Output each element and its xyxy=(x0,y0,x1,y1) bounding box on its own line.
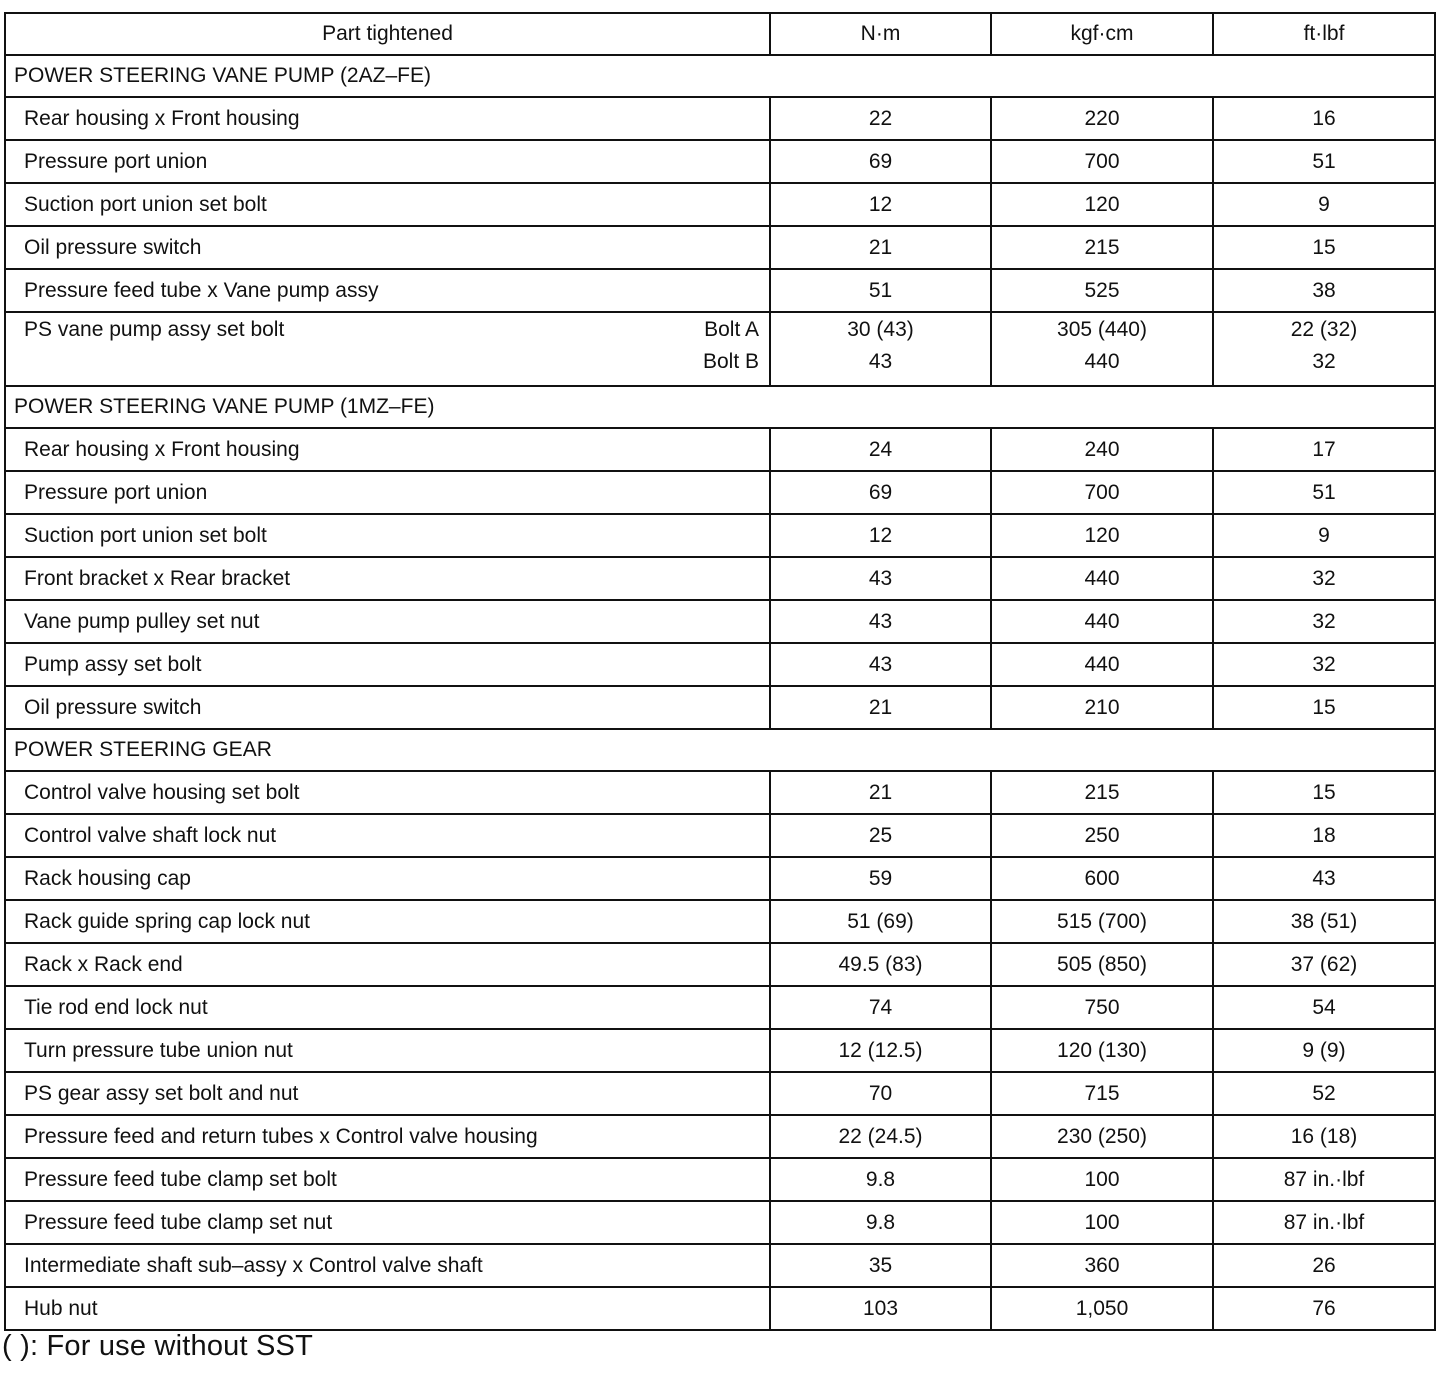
part-name: Pressure port union xyxy=(5,140,770,183)
value-nm: 69 xyxy=(770,140,991,183)
part-name: Rack housing cap xyxy=(5,857,770,900)
value-nm: 21 xyxy=(770,686,991,729)
part-name: Pressure feed tube clamp set nut xyxy=(5,1201,770,1244)
value-nm: 51 (69) xyxy=(770,900,991,943)
value-nm: 22 (24.5) xyxy=(770,1115,991,1158)
part-name: Pressure feed tube clamp set bolt xyxy=(5,1158,770,1201)
value-kgf: 250 xyxy=(991,814,1213,857)
value-ft: 32 xyxy=(1213,643,1435,686)
value-ft: 38 (51) xyxy=(1213,900,1435,943)
value-kgf: 230 (250) xyxy=(991,1115,1213,1158)
header-row xyxy=(5,13,1435,55)
value-kgf: 750 xyxy=(991,986,1213,1029)
value-ft: 9 xyxy=(1213,183,1435,226)
table-body xyxy=(5,55,1435,1330)
table-row xyxy=(5,600,1435,643)
value-ft: 52 xyxy=(1213,1072,1435,1115)
value-ft: 54 xyxy=(1213,986,1435,1029)
part-name: Pump assy set bolt xyxy=(5,643,770,686)
value-nm: 35 xyxy=(770,1244,991,1287)
part-name: PS vane pump assy set bolt xyxy=(24,318,285,341)
value-ft: 37 (62) xyxy=(1213,943,1435,986)
part-name: Vane pump pulley set nut xyxy=(5,600,770,643)
part-name: Control valve shaft lock nut xyxy=(5,814,770,857)
value-ft: 87 in.·lbf xyxy=(1213,1158,1435,1201)
part-name: Turn pressure tube union nut xyxy=(5,1029,770,1072)
table-row xyxy=(5,428,1435,471)
section-header-row xyxy=(5,55,1435,97)
value-ft: 9 xyxy=(1213,514,1435,557)
value-ft-bolt-a: 22 (32) xyxy=(1290,318,1358,341)
value-ft: 16 (18) xyxy=(1213,1115,1435,1158)
bolt-labels xyxy=(703,319,759,373)
value-kgf: 120 (130) xyxy=(991,1029,1213,1072)
bolt-b-label: Bolt B xyxy=(702,350,759,373)
value-nm: 51 xyxy=(770,269,991,312)
part-name: Tie rod end lock nut xyxy=(5,986,770,1029)
value-nm: 43 xyxy=(770,557,991,600)
value-kgf-bolt-a: 305 (440) xyxy=(1057,318,1147,341)
torque-table xyxy=(4,12,1436,1331)
part-name: Suction port union set bolt xyxy=(5,183,770,226)
value-nm: 74 xyxy=(770,986,991,1029)
table-row xyxy=(5,183,1435,226)
value-nm: 9.8 xyxy=(770,1201,991,1244)
value-ft: 32 xyxy=(1213,557,1435,600)
value-nm: 12 xyxy=(770,514,991,557)
value-ft: 76 xyxy=(1213,1287,1435,1330)
table-row xyxy=(5,1115,1435,1158)
table-row xyxy=(5,1201,1435,1244)
part-name: Rack guide spring cap lock nut xyxy=(5,900,770,943)
part-name: Oil pressure switch xyxy=(5,226,770,269)
value-kgf: 360 xyxy=(991,1244,1213,1287)
value-kgf: 700 xyxy=(991,471,1213,514)
footnote: ( ): For use without SST xyxy=(2,1330,313,1362)
part-with-bolts xyxy=(24,315,769,383)
value-kgf: 715 xyxy=(991,1072,1213,1115)
table-row xyxy=(5,1158,1435,1201)
value-nm: 12 (12.5) xyxy=(770,1029,991,1072)
value-kgf: 100 xyxy=(991,1201,1213,1244)
value-kgf: 440 xyxy=(991,557,1213,600)
table-row xyxy=(5,269,1435,312)
table-row xyxy=(5,97,1435,140)
value-ft: 15 xyxy=(1213,686,1435,729)
value-kgf-bolt-b: 440 xyxy=(1084,350,1120,373)
value-ft-bolt-b: 32 xyxy=(1312,350,1336,373)
value-kgf: 120 xyxy=(991,183,1213,226)
table-row xyxy=(5,1287,1435,1330)
header-part: Part tightened xyxy=(5,13,770,55)
part-name: Oil pressure switch xyxy=(5,686,770,729)
value-ft: 16 xyxy=(1213,97,1435,140)
value-kgf: 440 xyxy=(991,643,1213,686)
part-name: Hub nut xyxy=(5,1287,770,1330)
bolt-a-label: Bolt A xyxy=(704,318,759,341)
value-nm: 49.5 (83) xyxy=(770,943,991,986)
value-kgf: 1,050 xyxy=(991,1287,1213,1330)
part-name-cell xyxy=(5,312,770,386)
section-header-row xyxy=(5,386,1435,428)
header-ft: ft·lbf xyxy=(1213,13,1435,55)
value-ft: 18 xyxy=(1213,814,1435,857)
value-nm: 21 xyxy=(770,226,991,269)
value-kgf: 215 xyxy=(991,226,1213,269)
table-row xyxy=(5,226,1435,269)
value-kgf: 600 xyxy=(991,857,1213,900)
part-name: Pressure feed tube x Vane pump assy xyxy=(5,269,770,312)
value-nm: 59 xyxy=(770,857,991,900)
table-row xyxy=(5,471,1435,514)
header-nm: N·m xyxy=(770,13,991,55)
value-kgf-cell xyxy=(991,312,1213,386)
value-ft: 26 xyxy=(1213,1244,1435,1287)
section-title: POWER STEERING GEAR xyxy=(5,729,1435,771)
value-kgf: 700 xyxy=(991,140,1213,183)
value-ft: 32 xyxy=(1213,600,1435,643)
value-ft: 43 xyxy=(1213,857,1435,900)
value-nm: 25 xyxy=(770,814,991,857)
part-name: Intermediate shaft sub–assy x Control valve shaft xyxy=(5,1244,770,1287)
value-kgf: 505 (850) xyxy=(991,943,1213,986)
part-name: Suction port union set bolt xyxy=(5,514,770,557)
value-ft: 38 xyxy=(1213,269,1435,312)
value-kgf: 210 xyxy=(991,686,1213,729)
value-ft-stack xyxy=(1214,315,1434,383)
value-nm: 103 xyxy=(770,1287,991,1330)
part-name: PS gear assy set bolt and nut xyxy=(5,1072,770,1115)
value-nm: 12 xyxy=(770,183,991,226)
table-row xyxy=(5,814,1435,857)
value-nm-stack xyxy=(771,315,990,383)
table-row xyxy=(5,557,1435,600)
value-kgf: 220 xyxy=(991,97,1213,140)
value-ft: 51 xyxy=(1213,140,1435,183)
value-nm: 22 xyxy=(770,97,991,140)
value-ft: 17 xyxy=(1213,428,1435,471)
section-header-row xyxy=(5,729,1435,771)
value-nm: 43 xyxy=(770,643,991,686)
value-kgf: 440 xyxy=(991,600,1213,643)
value-ft: 15 xyxy=(1213,771,1435,814)
value-nm: 69 xyxy=(770,471,991,514)
table-row xyxy=(5,140,1435,183)
value-nm: 24 xyxy=(770,428,991,471)
part-name: Rear housing x Front housing xyxy=(5,97,770,140)
table-row xyxy=(5,1244,1435,1287)
value-kgf: 215 xyxy=(991,771,1213,814)
table-row xyxy=(5,900,1435,943)
part-name: Pressure feed and return tubes x Control valve housing xyxy=(5,1115,770,1158)
value-ft: 9 (9) xyxy=(1213,1029,1435,1072)
part-name: Front bracket x Rear bracket xyxy=(5,557,770,600)
header-kgf: kgf·cm xyxy=(991,13,1213,55)
table-row-bolts xyxy=(5,312,1435,386)
value-nm: 70 xyxy=(770,1072,991,1115)
table-row xyxy=(5,1029,1435,1072)
value-kgf: 100 xyxy=(991,1158,1213,1201)
value-nm-cell xyxy=(770,312,991,386)
section-title: POWER STEERING VANE PUMP (1MZ–FE) xyxy=(5,386,1435,428)
value-kgf: 240 xyxy=(991,428,1213,471)
value-ft: 51 xyxy=(1213,471,1435,514)
value-nm-bolt-b: 43 xyxy=(868,350,893,373)
value-nm: 21 xyxy=(770,771,991,814)
value-ft-cell xyxy=(1213,312,1435,386)
value-nm: 43 xyxy=(770,600,991,643)
table-row xyxy=(5,986,1435,1029)
value-nm: 9.8 xyxy=(770,1158,991,1201)
section-title: POWER STEERING VANE PUMP (2AZ–FE) xyxy=(5,55,1435,97)
value-ft: 87 in.·lbf xyxy=(1213,1201,1435,1244)
torque-spec-sheet xyxy=(4,12,1436,1331)
part-name: Rear housing x Front housing xyxy=(5,428,770,471)
value-kgf: 525 xyxy=(991,269,1213,312)
table-row xyxy=(5,686,1435,729)
table-row xyxy=(5,857,1435,900)
value-kgf-stack xyxy=(992,315,1212,383)
table-row xyxy=(5,514,1435,557)
table-row xyxy=(5,771,1435,814)
value-ft: 15 xyxy=(1213,226,1435,269)
part-name: Control valve housing set bolt xyxy=(5,771,770,814)
table-row xyxy=(5,1072,1435,1115)
part-name: Rack x Rack end xyxy=(5,943,770,986)
value-kgf: 515 (700) xyxy=(991,900,1213,943)
table-row xyxy=(5,643,1435,686)
part-name: Pressure port union xyxy=(5,471,770,514)
value-nm-bolt-a: 30 (43) xyxy=(847,318,914,341)
value-kgf: 120 xyxy=(991,514,1213,557)
table-row xyxy=(5,943,1435,986)
